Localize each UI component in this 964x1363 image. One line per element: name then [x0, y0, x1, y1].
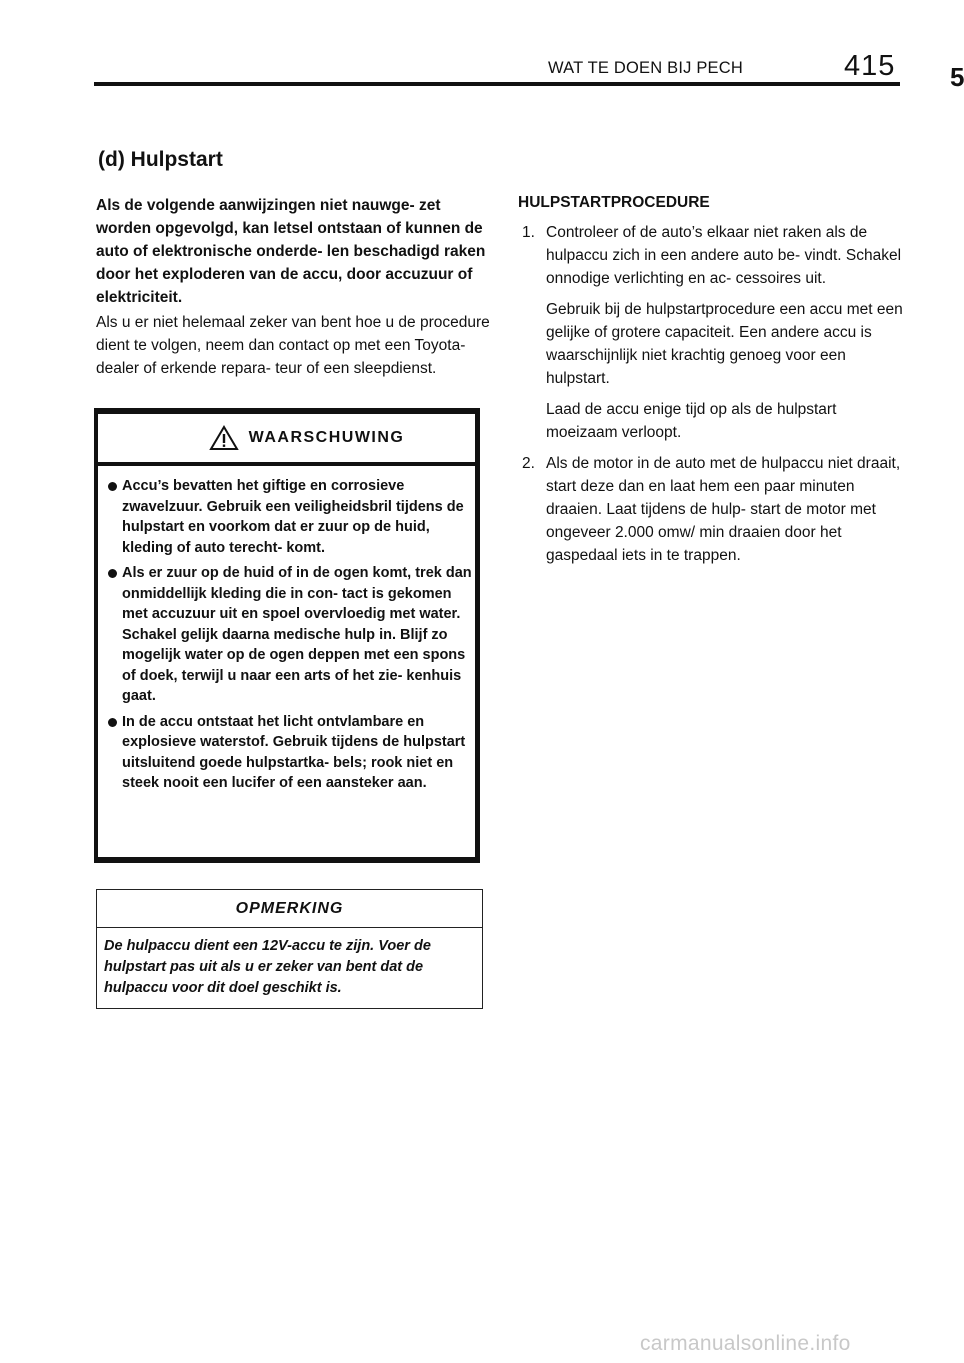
header-title: WAT TE DOEN BIJ PECH — [548, 59, 743, 77]
warning-item — [108, 476, 475, 558]
step-paragraph: Controleer of de auto’s elkaar niet raken als de hulpaccu zich in een andere auto be- vindt. Schakel onnodige verlichting en ac- cessoires uit. — [546, 224, 902, 287]
step-paragraph: Als de motor in de auto met de hulpaccu niet draait, start deze dan en laat hem een paar minuten draaien. Laat tijdens de hulp- start de motor met ongeveer 2.000 omw/ min draaien door het gaspedaal iets in te trappen. — [546, 455, 901, 564]
warning-item-text: Als er zuur op de huid of in de ogen komt, trek dan onmiddellijk kleding die in con- tact is gekomen met accuzuur uit en spoel overvloedig met water. Schakel gelijk daarna medische hulp in. Blijf zo mogelijk water op de ogen deppen met een spons of doek, terwijl u naar een arts of het zie- kenhuis gaat. — [122, 565, 472, 704]
header-rule — [94, 82, 900, 86]
intro-advice-text: Als u er niet helemaal zeker van bent hoe u de procedure dient te volgen, neem dan contact op met een Toyota-dealer of erkende repara- teur of een sleepdienst. — [96, 314, 490, 377]
bullet-icon — [108, 482, 117, 491]
warning-item-text: In de accu ontstaat het licht ontvlambare en explosieve waterstof. Gebruik tijdens de hulpstart uitsluitend goede hulpstartka- bels; rook niet en steek nooit een lucifer of een aansteker aan. — [122, 713, 466, 791]
warning-item — [108, 563, 475, 707]
page-number: 415 — [844, 50, 896, 82]
watermark: carmanualsonline.info — [640, 1332, 851, 1355]
step-number: 2. — [522, 455, 535, 472]
warning-item — [108, 712, 475, 794]
warning-item-text: Accu’s bevatten het giftige en corrosieve zwavelzuur. Gebruik een veiligheidsbril tijdens de hulpstart en voorkom dat er zuur op de huid, kleding of auto terecht- komt. — [122, 478, 464, 556]
bullet-icon — [108, 569, 117, 578]
warning-list — [98, 466, 475, 794]
procedure-step — [518, 452, 908, 567]
bullet-icon — [108, 718, 117, 727]
step-paragraph: Gebruik bij de hulpstartprocedure een accu met een gelijke of grotere capaciteit. Een andere accu is waarschijnlijk niet krachtig genoeg voor een hulpstart. — [546, 301, 903, 387]
procedure-step — [518, 221, 908, 444]
warning-header — [98, 414, 475, 466]
chapter-edge-mark: 5 — [950, 62, 964, 92]
intro-warning-text: Als de volgende aanwijzingen niet nauwge- zet worden opgevolgd, kan letsel ontstaan of kunnen de auto of elektronische onderde- len beschadigd raken door het exploderen van de accu, door accuzuur of elektriciteit. — [96, 197, 486, 306]
procedure-heading: HULPSTARTPROCEDURE — [518, 194, 710, 211]
note-box — [96, 889, 483, 1009]
note-text: De hulpaccu dient een 12V-accu te zijn. Voer de hulpstart pas uit als u er zeker van bent dat de hulpaccu voor dit doel geschikt is. — [104, 938, 431, 996]
warning-box — [94, 408, 480, 863]
step-number: 1. — [522, 224, 535, 241]
warning-triangle-icon — [209, 425, 239, 451]
step-paragraph: Laad de accu enige tijd op als de hulpstart moeizaam verloopt. — [546, 401, 837, 441]
section-heading: (d) Hulpstart — [98, 148, 223, 171]
note-title: OPMERKING — [97, 890, 482, 928]
warning-title: WAARSCHUWING — [248, 429, 405, 446]
procedure-steps — [518, 221, 908, 575]
